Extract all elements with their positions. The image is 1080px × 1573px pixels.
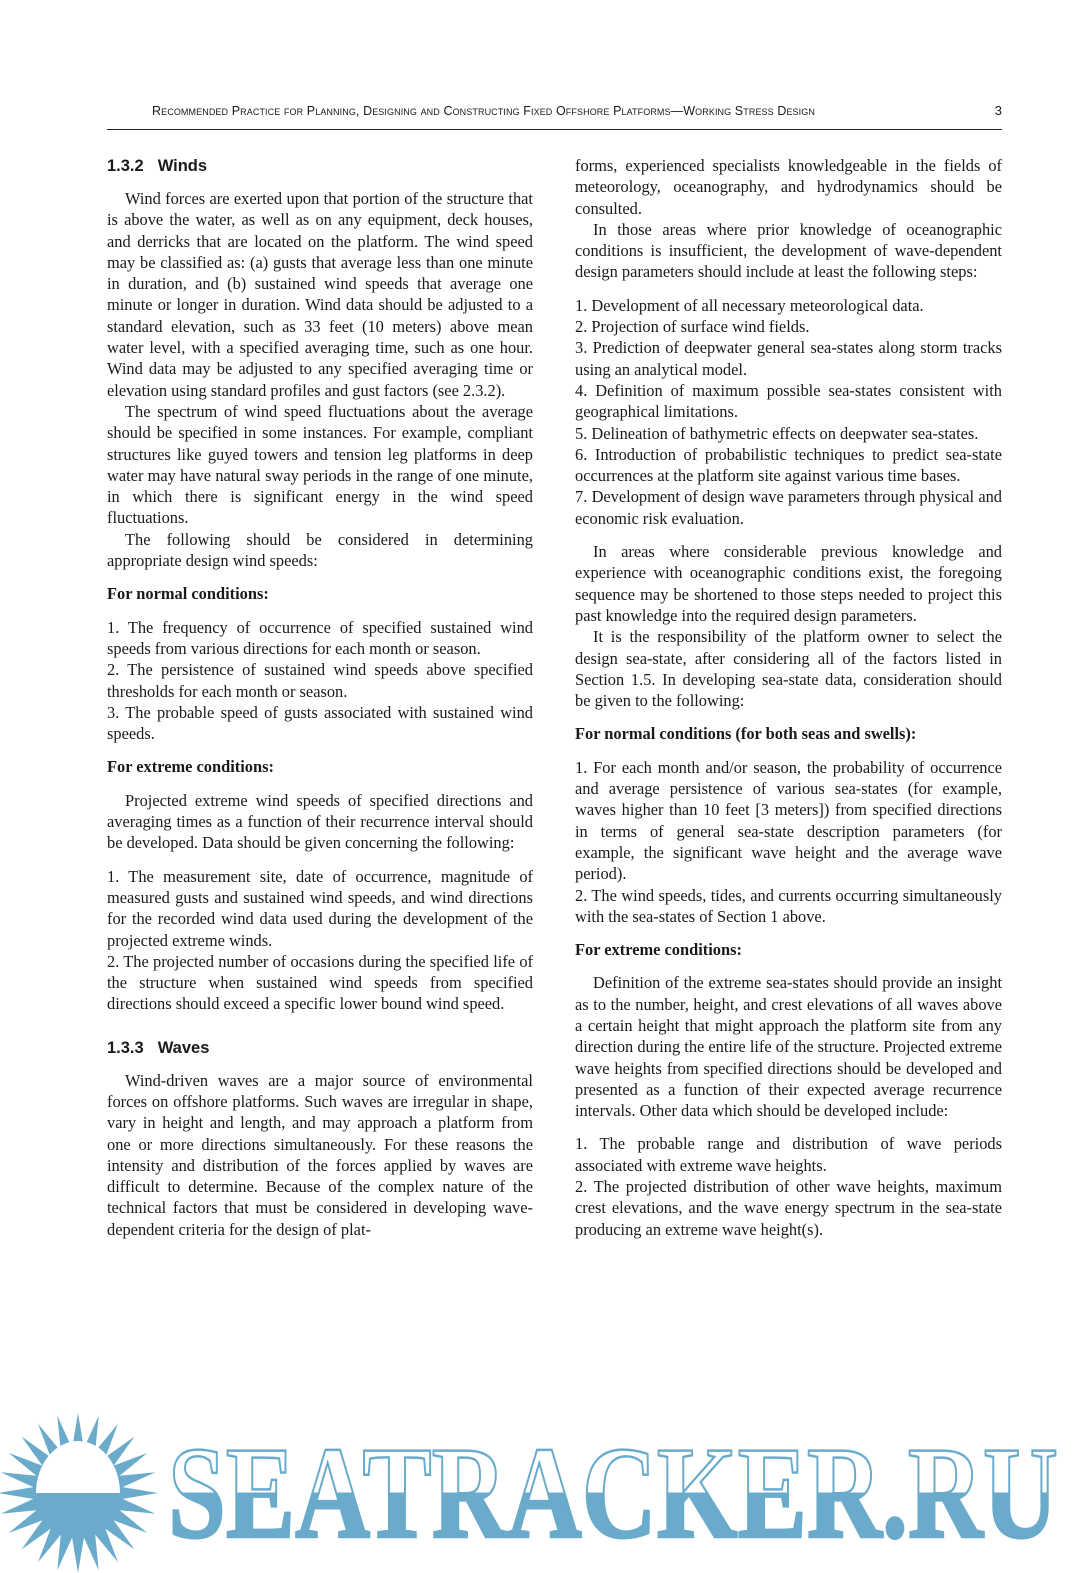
list-item: 1. The measurement site, date of occurrence, magnitude of measured gusts and sustained wind speeds, and wind directions for the recorded wind data used during the development of the projected extreme winds. [107, 866, 533, 950]
paragraph: Projected extreme wind speeds of specified directions and averaging times as a function of their recurrence interval should be developed. Data should be given concerning the following: [107, 790, 533, 853]
section-heading-waves: 1.3.3 Waves [107, 1038, 210, 1057]
subheading-extreme-conditions: For extreme conditions: [107, 757, 274, 777]
right-column [575, 155, 1002, 1240]
paragraph: The following should be considered in determining appropriate design wind speeds: [107, 529, 533, 571]
list-item: 1. The frequency of occurrence of specified sustained wind speeds from various directions for each month or season. [107, 617, 533, 658]
page-number: 3 [994, 103, 1002, 118]
list-item: 1. For each month and/or season, the probability of occurrence and average persistence of various sea-states (for example, waves higher than 10 feet [3 meters]) from specified directions in terms of general sea-state description parameters (for example, the significant wave height and the average wave period). [575, 757, 1002, 884]
left-column [107, 155, 533, 1240]
sun-icon [0, 1413, 158, 1573]
paragraph: In those areas where prior knowledge of oceanographic conditions is insufficient, the development of wave-dependent design parameters should include at least the following steps: [575, 219, 1002, 282]
subheading-normal-conditions: For normal conditions: [107, 584, 269, 604]
list-item: 2. The projected number of occasions during the specified life of the structure when sustained wind speeds from specified directions should exceed a specific lower bound wind speed. [107, 951, 533, 1014]
list-item: 3. Prediction of deepwater general sea-states along storm tracks using an analytical model. [575, 338, 1002, 379]
subheading-normal-conditions: For normal conditions (for both seas and swells): [575, 724, 917, 744]
list-item: 1. Development of all necessary meteorological data. [575, 295, 924, 315]
paragraph: It is the responsibility of the platform owner to select the design sea-state, after considering all of the factors listed in Section 1.5. In developing sea-state data, consideration should be given to the following: [575, 627, 1002, 711]
watermark-text: SEATRACKER.RU [168, 1419, 1058, 1566]
section-heading-winds: 1.3.2 Winds [107, 157, 208, 175]
paragraph: In areas where considerable previous knowledge and experience with oceanographic conditions exist, the foregoing sequence may be shortened to those steps needed to project this past knowledge into the required design parameters. [575, 542, 1002, 625]
watermark-logo [0, 1405, 1080, 1573]
subheading-extreme-conditions: For extreme conditions: [575, 940, 742, 960]
list-item: 4. Definition of maximum possible sea-states consistent with geographical limitations. [575, 380, 1002, 422]
list-item: 2. The persistence of sustained wind speeds above specified thresholds for each month or season. [107, 660, 533, 701]
list-item: 1. The probable range and distribution of wave periods associated with extreme wave heights. [575, 1134, 1002, 1175]
paragraph: Wind-driven waves are a major source of environmental forces on offshore platforms. Such waves are irregular in shape, vary in height and length, and may approach a platform from one or more directions simultaneously. For these reasons the intensity and distribution of the forces applied by waves are difficult to determine. Because of the complex nature of the technical factors that must be considered in developing wave-dependent criteria for the design of plat- [107, 1070, 533, 1239]
paragraph: forms, experienced specialists knowledgeable in the fields of meteorology, oceanography, and hydrodynamics should be consulted. [575, 156, 1002, 218]
header-title: Recommended Practice for Planning, Designing and Constructing Fixed Offshore Platforms—Working Stress Design [152, 104, 815, 118]
list-item: 2. The wind speeds, tides, and currents occurring simultaneously with the sea-states of Section 1 above. [575, 885, 1002, 926]
list-item: 5. Delineation of bathymetric effects on deepwater sea-states. [575, 423, 979, 443]
paragraph: The spectrum of wind speed fluctuations about the average should be specified in some instances. For example, compliant structures like guyed towers and tension leg platforms in deep water may have natural sway periods in the range of one minute, in which there is significant energy in the wind speed fluctuations. [107, 401, 533, 528]
list-item: 7. Development of design wave parameters through physical and economic risk evaluation. [575, 487, 1002, 528]
paragraph: Wind forces are exerted upon that portion of the structure that is above the water, as well as on any equipment, deck houses, and derricks that are located on the platform. The wind speed may be classified as: (a) gusts that average less than one minute in duration, and (b) sustained wind speeds that average one minute or longer in duration. Wind data should be adjusted to a standard elevation, such as 33 feet (10 meters) above mean water level, with a specified averaging time, such as one hour. Wind data may be adjusted to any specified averaging time or elevation using standard profiles and gust factors (see 2.3.2). [107, 189, 533, 400]
running-header [107, 103, 1002, 130]
list-item: 2. Projection of surface wind fields. [575, 317, 810, 337]
list-item: 6. Introduction of probabilistic techniques to predict sea-state occurrences at the platform site against various time bases. [575, 444, 1002, 486]
list-item: 2. The projected distribution of other wave heights, maximum crest elevations, and the wave energy spectrum in the sea-state producing an extreme wave height(s). [575, 1177, 1002, 1239]
paragraph: Definition of the extreme sea-states should provide an insight as to the number, height, and crest elevations of all waves above a certain height that might approach the platform site from any direction during the entire life of the structure. Projected extreme wave heights from specified directions should be developed and presented as a function of their expected average recurrence intervals. Other data which should be developed include: [575, 973, 1002, 1121]
list-item: 3. The probable speed of gusts associated with sustained wind speeds. [107, 702, 533, 744]
